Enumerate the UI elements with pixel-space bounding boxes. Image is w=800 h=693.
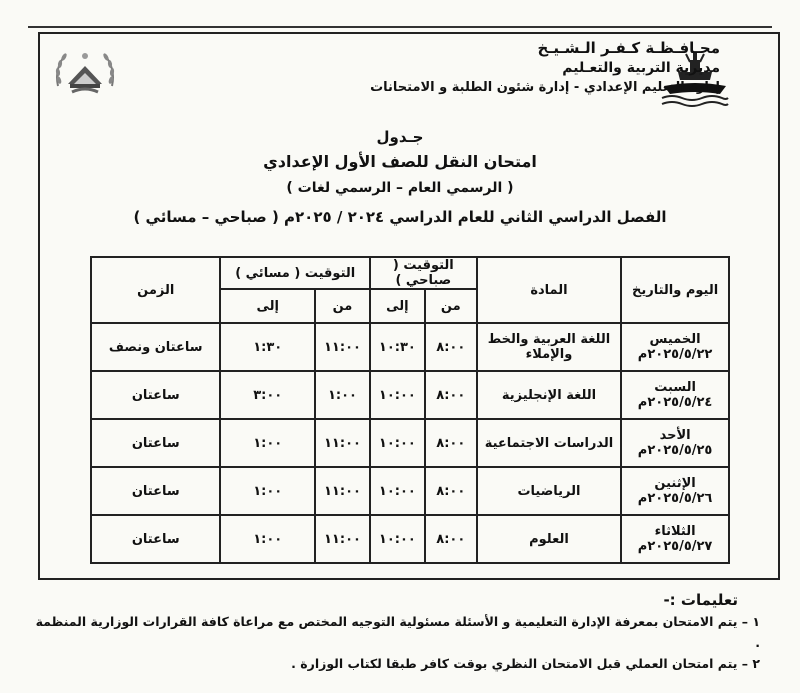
evening-from-cell: ١:٠٠ xyxy=(315,371,370,419)
education-directorate-logo xyxy=(50,42,120,110)
day-date-cell xyxy=(621,467,729,515)
morning-to-cell: ١٠:٣٠ xyxy=(370,323,425,371)
exam-date: ٢٠٢٥/٥/٢٥م xyxy=(637,443,713,458)
instruction-item-1: ١ – يتم الامتحان بمعرفة الإدارة التعليمية و الأسئلة مسئولية التوجيه المختص مع مراعاة كافة القرارات الوزارية المنظمة . xyxy=(35,614,760,650)
header-morning: التوقيت ( صباحي ) xyxy=(370,257,477,289)
title-term: الفصل الدراسي الثاني للعام الدراسي ٢٠٢٤ / ٢٠٢٥م ( صباحي – مسائي ) xyxy=(133,208,667,226)
exam-date: ٢٠٢٥/٥/٢٤م xyxy=(637,395,713,410)
subject-cell: العلوم xyxy=(477,515,621,563)
header-evening: التوقيت ( مسائي ) xyxy=(220,257,369,289)
day-date-cell xyxy=(621,515,729,563)
morning-from-cell: ٨:٠٠ xyxy=(425,515,477,563)
exam-date: ٢٠٢٥/٥/٢٦م xyxy=(637,491,713,506)
duration-cell: ساعتان xyxy=(91,467,220,515)
morning-from-cell: ٨:٠٠ xyxy=(425,371,477,419)
table-row xyxy=(91,371,729,419)
subject-cell: الرياضيات xyxy=(477,467,621,515)
day-date-cell xyxy=(621,323,729,371)
instructions xyxy=(30,590,760,674)
duration-cell: ساعتان ونصف xyxy=(91,323,220,371)
morning-from-cell: ٨:٠٠ xyxy=(425,467,477,515)
morning-from-cell: ٨:٠٠ xyxy=(425,323,477,371)
subject-cell: اللغة الإنجليزية xyxy=(477,371,621,419)
duration-cell: ساعتان xyxy=(91,371,220,419)
evening-to-cell: ١:٠٠ xyxy=(220,467,315,515)
evening-to-cell: ١:٠٠ xyxy=(220,515,315,563)
table-row xyxy=(91,515,729,563)
day-date-cell xyxy=(621,419,729,467)
title-schedule: جـدول xyxy=(376,128,424,146)
morning-to-cell: ١٠:٠٠ xyxy=(370,515,425,563)
evening-from-cell: ١١:٠٠ xyxy=(315,515,370,563)
document-header xyxy=(360,38,720,98)
morning-to-cell: ١٠:٠٠ xyxy=(370,419,425,467)
day-name: الخميس xyxy=(649,332,701,347)
exam-schedule-table xyxy=(90,256,730,564)
evening-from-cell: ١١:٠٠ xyxy=(315,323,370,371)
table-row xyxy=(91,323,729,371)
exam-date: ٢٠٢٥/٥/٢٢م xyxy=(637,347,713,362)
header-day-date: اليوم والتاريخ xyxy=(621,257,729,323)
evening-to-cell: ٣:٠٠ xyxy=(220,371,315,419)
top-rule xyxy=(28,26,772,28)
evening-to-cell: ١:٣٠ xyxy=(220,323,315,371)
header-duration: الزمن xyxy=(91,257,220,323)
duration-cell: ساعتان xyxy=(91,419,220,467)
morning-from-cell: ٨:٠٠ xyxy=(425,419,477,467)
day-name: الإثنين xyxy=(654,476,696,491)
header-morning-to: إلى xyxy=(370,289,425,323)
title-exam: امتحان النقل للصف الأول الإعدادي xyxy=(263,152,537,171)
header-evening-from: من xyxy=(315,289,370,323)
table-row xyxy=(91,467,729,515)
day-name: السبت xyxy=(654,380,696,395)
evening-from-cell: ١١:٠٠ xyxy=(315,419,370,467)
header-morning-from: من xyxy=(425,289,477,323)
instructions-label: تعليمات :- xyxy=(663,591,738,609)
evening-from-cell: ١١:٠٠ xyxy=(315,467,370,515)
day-date-cell xyxy=(621,371,729,419)
duration-cell: ساعتان xyxy=(91,515,220,563)
directorate-name: مديرية التربية والتعـليم xyxy=(562,60,720,76)
morning-to-cell: ١٠:٠٠ xyxy=(370,467,425,515)
day-name: الأحد xyxy=(659,428,691,443)
title-tracks: ( الرسمي العام – الرسمي لغات ) xyxy=(286,180,514,196)
subject-cell: الدراسات الاجتماعية xyxy=(477,419,621,467)
governorate-name: محـافـظـة كـفـر الـشـيـخ xyxy=(537,39,720,57)
day-name: الثلاثاء xyxy=(654,524,696,539)
subject-cell: اللغة العربية والخط والإملاء xyxy=(477,323,621,371)
header-evening-to: إلى xyxy=(220,289,315,323)
exam-date: ٢٠٢٥/٥/٢٧م xyxy=(637,539,713,554)
instruction-item-2: ٢ – يتم امتحان العملي قبل الامتحان النظري بوقت كافر طبقا لكتاب الوزارة . xyxy=(291,656,760,671)
evening-to-cell: ١:٠٠ xyxy=(220,419,315,467)
header-subject: المادة xyxy=(477,257,621,323)
table-row xyxy=(91,419,729,467)
morning-to-cell: ١٠:٠٠ xyxy=(370,371,425,419)
administration-name: إدارة التعليم الإعدادي - إدارة شئون الطلبة و الامتحانات xyxy=(370,80,720,95)
